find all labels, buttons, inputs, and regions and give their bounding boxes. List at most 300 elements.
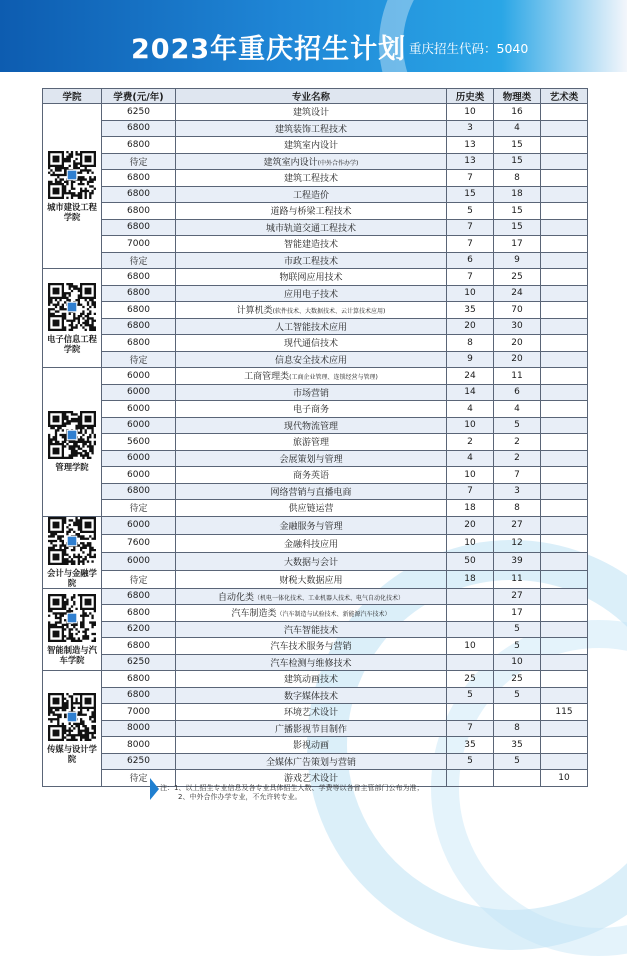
major-note: (工商企业管理、连锁经营与管理) <box>289 374 378 382</box>
table-row <box>43 753 588 770</box>
art-quota-cell <box>541 269 588 286</box>
art-quota-cell <box>541 285 588 302</box>
table-row <box>43 704 588 721</box>
major-cell <box>176 500 447 517</box>
table-row <box>43 671 588 688</box>
major-name: 财税大数据应用 <box>279 575 343 586</box>
table-row <box>43 720 588 737</box>
major-cell <box>176 737 447 754</box>
major-cell <box>176 318 447 335</box>
college-name: 传媒与设计学院 <box>47 743 97 764</box>
table-row <box>43 153 588 170</box>
fee-cell: 7000 <box>102 236 176 253</box>
history-quota-cell: 15 <box>447 186 494 203</box>
page-title: 2023年重庆招生计划 <box>131 34 407 65</box>
table-row <box>43 737 588 754</box>
major-name: 全媒体广告策划与营销 <box>265 757 356 768</box>
history-quota-cell: 10 <box>447 467 494 484</box>
physics-quota-cell: 35 <box>494 737 541 754</box>
physics-quota-cell: 9 <box>494 252 541 269</box>
table-row <box>43 417 588 434</box>
history-quota-cell: 18 <box>447 500 494 517</box>
table-row <box>43 570 588 588</box>
physics-quota-cell: 5 <box>494 753 541 770</box>
major-cell <box>176 252 447 269</box>
physics-quota-cell: 8 <box>494 720 541 737</box>
major-note: （汽车制造与试验技术、新能源汽车技术） <box>276 611 391 619</box>
art-quota-cell <box>541 534 588 552</box>
college-name: 管理学院 <box>55 462 89 473</box>
table-row <box>43 588 588 605</box>
fee-cell: 6800 <box>102 605 176 622</box>
major-cell <box>176 687 447 704</box>
art-quota-cell <box>541 104 588 121</box>
major-cell <box>176 120 447 137</box>
physics-quota-cell: 7 <box>494 467 541 484</box>
art-quota-cell <box>541 351 588 368</box>
physics-quota-cell: 6 <box>494 384 541 401</box>
fee-cell: 6000 <box>102 467 176 484</box>
table-row <box>43 351 588 368</box>
art-quota-cell <box>541 318 588 335</box>
major-cell <box>176 671 447 688</box>
fee-cell: 6800 <box>102 203 176 220</box>
table-row <box>43 203 588 220</box>
physics-quota-cell: 5 <box>494 687 541 704</box>
history-quota-cell: 7 <box>447 236 494 253</box>
table-row <box>43 120 588 137</box>
physics-quota-cell: 25 <box>494 671 541 688</box>
college-name: 电子信息工程学院 <box>47 333 97 354</box>
major-name: 金融科技应用 <box>283 539 338 550</box>
table-row <box>43 269 588 286</box>
table-row <box>43 605 588 622</box>
major-cell <box>176 605 447 622</box>
major-name: 城市轨道交通工程技术 <box>265 223 356 234</box>
major-cell <box>176 570 447 588</box>
table-row <box>43 687 588 704</box>
major-name: 物联网应用技术 <box>279 273 343 284</box>
table-row <box>43 450 588 467</box>
major-name: 现代物流管理 <box>283 421 338 432</box>
major-cell <box>176 588 447 605</box>
qr-code-icon <box>48 411 96 459</box>
art-quota-cell <box>541 687 588 704</box>
table-row <box>43 384 588 401</box>
fee-cell: 6800 <box>102 302 176 319</box>
fee-cell: 7000 <box>102 704 176 721</box>
qr-code-icon <box>48 693 96 741</box>
fee-cell: 6800 <box>102 687 176 704</box>
major-name: 市政工程技术 <box>283 256 338 267</box>
major-name: 应用电子技术 <box>283 289 338 300</box>
history-quota-cell: 5 <box>447 203 494 220</box>
fee-cell: 6800 <box>102 269 176 286</box>
art-quota-cell <box>541 170 588 187</box>
major-cell <box>176 335 447 352</box>
art-quota-cell <box>541 417 588 434</box>
major-cell <box>176 104 447 121</box>
major-note: (软件技术、大数据技术、云计算技术应用) <box>272 308 386 316</box>
fee-cell: 6000 <box>102 417 176 434</box>
major-name: 会展策划与管理 <box>279 454 343 465</box>
college-name: 城市建设工程学院 <box>47 201 97 222</box>
table-row <box>43 335 588 352</box>
art-quota-cell <box>541 737 588 754</box>
art-quota-cell <box>541 384 588 401</box>
history-quota-cell: 3 <box>447 120 494 137</box>
art-quota-cell <box>541 467 588 484</box>
fee-cell: 6800 <box>102 137 176 154</box>
history-quota-cell <box>447 621 494 638</box>
history-quota-cell: 20 <box>447 318 494 335</box>
history-quota-cell: 35 <box>447 737 494 754</box>
history-quota-cell: 7 <box>447 483 494 500</box>
fee-cell: 6800 <box>102 120 176 137</box>
art-quota-cell <box>541 236 588 253</box>
column-header: 艺术类 <box>541 89 588 104</box>
fee-cell: 6800 <box>102 318 176 335</box>
major-cell <box>176 654 447 671</box>
history-quota-cell: 13 <box>447 137 494 154</box>
physics-quota-cell: 17 <box>494 236 541 253</box>
major-name: 建筑工程技术 <box>283 174 338 185</box>
art-quota-cell <box>541 252 588 269</box>
fee-cell: 5600 <box>102 434 176 451</box>
major-name: 供应链运营 <box>288 504 334 515</box>
major-name: 建筑室内设计 <box>263 157 318 168</box>
art-quota-cell <box>541 219 588 236</box>
art-quota-cell <box>541 605 588 622</box>
fee-cell: 8000 <box>102 737 176 754</box>
table-row <box>43 434 588 451</box>
fee-cell: 待定 <box>102 570 176 588</box>
major-name: 智能建造技术 <box>283 240 338 251</box>
history-quota-cell: 4 <box>447 401 494 418</box>
history-quota-cell: 7 <box>447 219 494 236</box>
table-row <box>43 654 588 671</box>
fee-cell: 待定 <box>102 252 176 269</box>
physics-quota-cell: 17 <box>494 605 541 622</box>
art-quota-cell <box>541 120 588 137</box>
history-quota-cell: 35 <box>447 302 494 319</box>
table-row <box>43 368 588 385</box>
physics-quota-cell: 70 <box>494 302 541 319</box>
physics-quota-cell: 3 <box>494 483 541 500</box>
college-cell <box>43 588 102 671</box>
history-quota-cell: 4 <box>447 450 494 467</box>
table-body <box>43 104 588 787</box>
physics-quota-cell: 5 <box>494 638 541 655</box>
physics-quota-cell: 4 <box>494 401 541 418</box>
physics-quota-cell: 30 <box>494 318 541 335</box>
history-quota-cell <box>447 704 494 721</box>
table-header-row <box>43 89 588 104</box>
major-name: 环境艺术设计 <box>283 708 338 719</box>
fee-cell: 待定 <box>102 351 176 368</box>
major-cell <box>176 368 447 385</box>
art-quota-cell <box>541 588 588 605</box>
major-name: 建筑设计 <box>292 108 329 119</box>
table-row <box>43 318 588 335</box>
major-name: 汽车制造类 <box>231 609 277 620</box>
physics-quota-cell: 25 <box>494 269 541 286</box>
major-name: 游戏艺术设计 <box>283 774 338 785</box>
fee-cell: 待定 <box>102 500 176 517</box>
art-quota-cell <box>541 570 588 588</box>
note-arrow-icon <box>150 778 159 800</box>
major-cell <box>176 450 447 467</box>
table-row <box>43 170 588 187</box>
major-cell <box>176 186 447 203</box>
major-cell <box>176 552 447 570</box>
art-quota-cell <box>541 500 588 517</box>
major-note: (中外合作办学) <box>317 159 359 167</box>
physics-quota-cell: 24 <box>494 285 541 302</box>
table-row <box>43 186 588 203</box>
enrollment-plan-table <box>42 88 588 787</box>
history-quota-cell: 18 <box>447 570 494 588</box>
physics-quota-cell: 27 <box>494 516 541 534</box>
fee-cell: 6800 <box>102 588 176 605</box>
column-header: 学院 <box>43 89 102 104</box>
physics-quota-cell: 12 <box>494 534 541 552</box>
history-quota-cell: 7 <box>447 720 494 737</box>
art-quota-cell <box>541 621 588 638</box>
major-cell <box>176 384 447 401</box>
physics-quota-cell: 10 <box>494 654 541 671</box>
fee-cell: 6000 <box>102 552 176 570</box>
fee-cell: 6000 <box>102 516 176 534</box>
major-cell <box>176 483 447 500</box>
history-quota-cell: 24 <box>447 368 494 385</box>
major-name: 旅游管理 <box>292 438 329 449</box>
major-cell <box>176 434 447 451</box>
major-name: 建筑动画技术 <box>283 675 338 686</box>
table-row <box>43 552 588 570</box>
major-name: 影视动画 <box>292 741 329 752</box>
major-cell <box>176 417 447 434</box>
art-quota-cell <box>541 137 588 154</box>
art-quota-cell <box>541 186 588 203</box>
column-header: 学费(元/年) <box>102 89 176 104</box>
enrollment-code: 重庆招生代码：5040 <box>409 41 529 56</box>
history-quota-cell: 2 <box>447 434 494 451</box>
fee-cell: 6000 <box>102 368 176 385</box>
column-header: 专业名称 <box>176 89 447 104</box>
major-name: 建筑装饰工程技术 <box>274 124 347 135</box>
table-row <box>43 638 588 655</box>
art-quota-cell <box>541 368 588 385</box>
major-cell <box>176 153 447 170</box>
physics-quota-cell: 11 <box>494 570 541 588</box>
art-quota-cell <box>541 450 588 467</box>
major-name: 商务英语 <box>292 471 329 482</box>
history-quota-cell: 10 <box>447 638 494 655</box>
history-quota-cell: 7 <box>447 170 494 187</box>
major-name: 汽车智能技术 <box>283 625 338 636</box>
major-name: 自动化类 <box>217 592 254 603</box>
fee-cell: 6000 <box>102 401 176 418</box>
history-quota-cell: 20 <box>447 516 494 534</box>
physics-quota-cell: 15 <box>494 203 541 220</box>
major-name: 道路与桥梁工程技术 <box>270 207 352 218</box>
history-quota-cell: 10 <box>447 285 494 302</box>
physics-quota-cell: 15 <box>494 219 541 236</box>
major-name: 现代通信技术 <box>283 339 338 350</box>
art-quota-cell <box>541 401 588 418</box>
physics-quota-cell: 11 <box>494 368 541 385</box>
major-name: 汽车技术服务与营销 <box>270 642 352 653</box>
history-quota-cell: 9 <box>447 351 494 368</box>
history-quota-cell: 14 <box>447 384 494 401</box>
table-row <box>43 302 588 319</box>
footnote-line-2: 2、中外合作办学专业，不允许转专业。 <box>178 793 302 801</box>
qr-code-icon <box>48 151 96 199</box>
history-quota-cell: 10 <box>447 417 494 434</box>
major-cell <box>176 534 447 552</box>
art-quota-cell <box>541 335 588 352</box>
physics-quota-cell: 20 <box>494 351 541 368</box>
major-cell <box>176 638 447 655</box>
history-quota-cell: 5 <box>447 753 494 770</box>
major-cell <box>176 621 447 638</box>
physics-quota-cell: 27 <box>494 588 541 605</box>
art-quota-cell <box>541 483 588 500</box>
major-cell <box>176 203 447 220</box>
major-name: 市场营销 <box>292 388 329 399</box>
table-row <box>43 401 588 418</box>
physics-quota-cell: 8 <box>494 500 541 517</box>
art-quota-cell <box>541 753 588 770</box>
physics-quota-cell: 18 <box>494 186 541 203</box>
college-name: 会计与金融学院 <box>47 567 97 588</box>
physics-quota-cell: 2 <box>494 434 541 451</box>
physics-quota-cell: 5 <box>494 621 541 638</box>
art-quota-cell <box>541 552 588 570</box>
fee-cell: 6800 <box>102 671 176 688</box>
art-quota-cell <box>541 638 588 655</box>
history-quota-cell: 6 <box>447 252 494 269</box>
qr-code-icon <box>48 594 96 642</box>
major-name: 信息安全技术应用 <box>274 355 347 366</box>
table-row <box>43 137 588 154</box>
art-quota-cell <box>541 153 588 170</box>
art-quota-cell <box>541 654 588 671</box>
physics-quota-cell: 15 <box>494 153 541 170</box>
footnote <box>160 784 423 802</box>
table-row <box>43 285 588 302</box>
college-cell <box>43 516 102 588</box>
art-quota-cell <box>541 302 588 319</box>
fee-cell: 8000 <box>102 720 176 737</box>
college-cell <box>43 368 102 517</box>
column-header: 物理类 <box>494 89 541 104</box>
physics-quota-cell: 16 <box>494 104 541 121</box>
fee-cell: 6250 <box>102 104 176 121</box>
major-cell <box>176 720 447 737</box>
fee-cell: 6000 <box>102 384 176 401</box>
fee-cell: 6800 <box>102 219 176 236</box>
table-row <box>43 252 588 269</box>
art-quota-cell <box>541 434 588 451</box>
art-quota-cell <box>541 516 588 534</box>
major-name: 大数据与会计 <box>283 557 338 568</box>
qr-code-icon <box>48 517 96 565</box>
major-name: 汽车检测与维修技术 <box>270 658 352 669</box>
major-cell <box>176 704 447 721</box>
major-cell <box>176 137 447 154</box>
major-note: （机电一体化技术、工业机器人技术、电气自动化技术） <box>254 594 405 602</box>
qr-code-icon <box>48 283 96 331</box>
major-name: 网络营销与直播电商 <box>270 487 352 498</box>
history-quota-cell <box>447 654 494 671</box>
column-header: 历史类 <box>447 89 494 104</box>
fee-cell: 待定 <box>102 770 176 787</box>
fee-cell: 6800 <box>102 483 176 500</box>
major-cell <box>176 219 447 236</box>
major-name: 金融服务与管理 <box>279 521 343 532</box>
history-quota-cell: 25 <box>447 671 494 688</box>
header-banner <box>0 0 627 72</box>
history-quota-cell: 10 <box>447 534 494 552</box>
physics-quota-cell: 39 <box>494 552 541 570</box>
art-quota-cell: 10 <box>541 770 588 787</box>
fee-cell: 7600 <box>102 534 176 552</box>
physics-quota-cell: 8 <box>494 170 541 187</box>
fee-cell: 6250 <box>102 753 176 770</box>
history-quota-cell <box>447 770 494 787</box>
fee-cell: 6800 <box>102 638 176 655</box>
major-cell <box>176 516 447 534</box>
major-name: 数字媒体技术 <box>283 691 338 702</box>
fee-cell: 6800 <box>102 186 176 203</box>
major-cell <box>176 302 447 319</box>
college-cell <box>43 104 102 269</box>
table-row <box>43 534 588 552</box>
major-cell <box>176 236 447 253</box>
major-cell <box>176 753 447 770</box>
major-cell <box>176 170 447 187</box>
history-quota-cell: 50 <box>447 552 494 570</box>
major-name: 工商管理类 <box>244 372 290 383</box>
major-name: 建筑室内设计 <box>283 141 338 152</box>
table-row <box>43 500 588 517</box>
table-row <box>43 236 588 253</box>
table-row <box>43 516 588 534</box>
history-quota-cell: 13 <box>447 153 494 170</box>
major-name: 计算机类 <box>236 306 273 317</box>
fee-cell: 6200 <box>102 621 176 638</box>
college-name: 智能制造与汽车学院 <box>47 644 97 665</box>
footnote-line-1: 注：1、以上招生专业信息及各专业具体招生人数、学费等以各省主管部门公布为准； <box>160 784 424 792</box>
history-quota-cell: 10 <box>447 104 494 121</box>
art-quota-cell <box>541 203 588 220</box>
major-cell <box>176 285 447 302</box>
physics-quota-cell <box>494 704 541 721</box>
physics-quota-cell <box>494 770 541 787</box>
table-row <box>43 483 588 500</box>
table-row <box>43 467 588 484</box>
major-cell <box>176 269 447 286</box>
major-cell <box>176 351 447 368</box>
fee-cell: 6800 <box>102 285 176 302</box>
physics-quota-cell: 2 <box>494 450 541 467</box>
history-quota-cell: 7 <box>447 269 494 286</box>
physics-quota-cell: 15 <box>494 137 541 154</box>
fee-cell: 6800 <box>102 335 176 352</box>
art-quota-cell: 115 <box>541 704 588 721</box>
